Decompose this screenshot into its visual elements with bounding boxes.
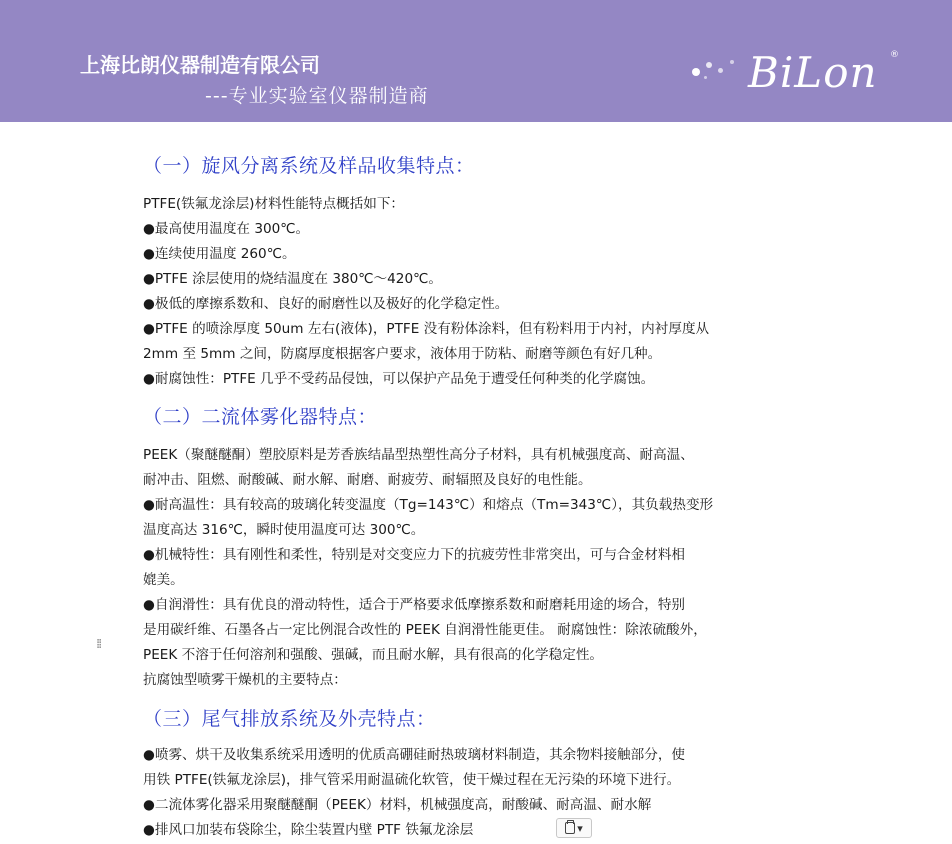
header-banner — [0, 0, 952, 122]
drag-handle-icon[interactable]: ⁞⁞ — [96, 637, 101, 652]
registered-mark: ® — [890, 50, 899, 60]
paragraph-line: ●连续使用温度 260℃。 — [143, 246, 296, 262]
paragraph-line: ●排风口加装布袋除尘，除尘装置内壁 PTF 铁氟龙涂层 — [143, 822, 474, 838]
paragraph-line: ●PTFE 的喷涂厚度 50um 左右(液体)，PTFE 没有粉体涂料，但有粉料用于内衬，内衬厚度从 — [143, 321, 710, 337]
paragraph-line: 耐冲击、阻燃、耐酸碱、耐水解、耐磨、耐疲劳、耐辐照及良好的电性能。 — [143, 472, 592, 488]
paragraph-line: 是用碳纤维、石墨各占一定比例混合改性的 PEEK 自润滑性能更佳。 耐腐蚀性：除浓硫酸外， — [143, 622, 707, 638]
paragraph-line: ●最高使用温度在 300℃。 — [143, 221, 310, 237]
paragraph-line: PEEK 不溶于任何溶剂和强酸、强碱，而且耐水解，具有很高的化学稳定性。 — [143, 647, 604, 663]
company-slogan: ---专业实验室仪器制造商 — [205, 85, 429, 107]
paragraph-line: 温度高达 316℃，瞬时使用温度可达 300℃。 — [143, 522, 425, 538]
paragraph-line: PTFE(铁氟龙涂层)材料性能特点概括如下： — [143, 196, 405, 212]
logo-text: BiLon — [748, 48, 878, 97]
logo-dot-icon — [730, 60, 734, 64]
section-heading: （一）旋风分离系统及样品收集特点： — [143, 155, 475, 177]
logo-dot-icon — [706, 62, 712, 68]
company-name: 上海比朗仪器制造有限公司 — [80, 53, 320, 77]
paragraph-line: ●机械特性：具有刚性和柔性，特别是对交变应力下的抗疲劳性非常突出，可与合金材料相 — [143, 547, 686, 563]
logo-dot-icon — [718, 68, 723, 73]
bilon-logo — [690, 44, 910, 104]
paragraph-line: PEEK（聚醚醚酮）塑胶原料是芳香族结晶型热塑性高分子材料，具有机械强度高、耐高温、 — [143, 447, 694, 463]
logo-dot-icon — [704, 76, 707, 79]
chevron-down-icon: ▾ — [577, 821, 583, 835]
paragraph-line: ●自润滑性：具有优良的滑动特性，适合于严格要求低摩擦系数和耐磨耗用途的场合，特别 — [143, 597, 686, 613]
paragraph-line: 用铁 PTFE(铁氟龙涂层)，排气管采用耐温硫化软管，使干燥过程在无污染的环境下进行。 — [143, 772, 681, 788]
paragraph-line: ●二流体雾化器采用聚醚醚酮（PEEK）材料，机械强度高，耐酸碱、耐高温、耐水解 — [143, 797, 652, 813]
paragraph-line: ●耐腐蚀性：PTFE 几乎不受药品侵蚀，可以保护产品免于遭受任何种类的化学腐蚀。 — [143, 371, 655, 387]
logo-dot-icon — [692, 68, 700, 76]
paragraph-line: 抗腐蚀型喷雾干燥机的主要特点： — [143, 672, 347, 688]
paragraph-line: ●PTFE 涂层使用的烧结温度在 380℃～420℃。 — [143, 271, 442, 287]
document-page[interactable] — [0, 122, 952, 844]
paragraph-line: ●耐高温性：具有较高的玻璃化转变温度（Tg=143℃）和熔点（Tm=343℃），其负载热变形 — [143, 497, 714, 513]
section-heading: （三）尾气排放系统及外壳特点： — [143, 708, 436, 730]
paragraph-line: ●喷雾、烘干及收集系统采用透明的优质高硼硅耐热玻璃材料制造，其余物料接触部分，使 — [143, 747, 686, 763]
paste-options-button[interactable] — [556, 818, 592, 838]
paragraph-line: 媲美。 — [143, 572, 184, 588]
clipboard-icon — [565, 822, 575, 834]
paragraph-line: ●极低的摩擦系数和、良好的耐磨性以及极好的化学稳定性。 — [143, 296, 509, 312]
paragraph-line: 2mm 至 5mm 之间，防腐厚度根据客户要求，液体用于防粘、耐磨等颜色有好几种。 — [143, 346, 662, 362]
section-heading: （二）二流体雾化器特点： — [143, 406, 378, 428]
